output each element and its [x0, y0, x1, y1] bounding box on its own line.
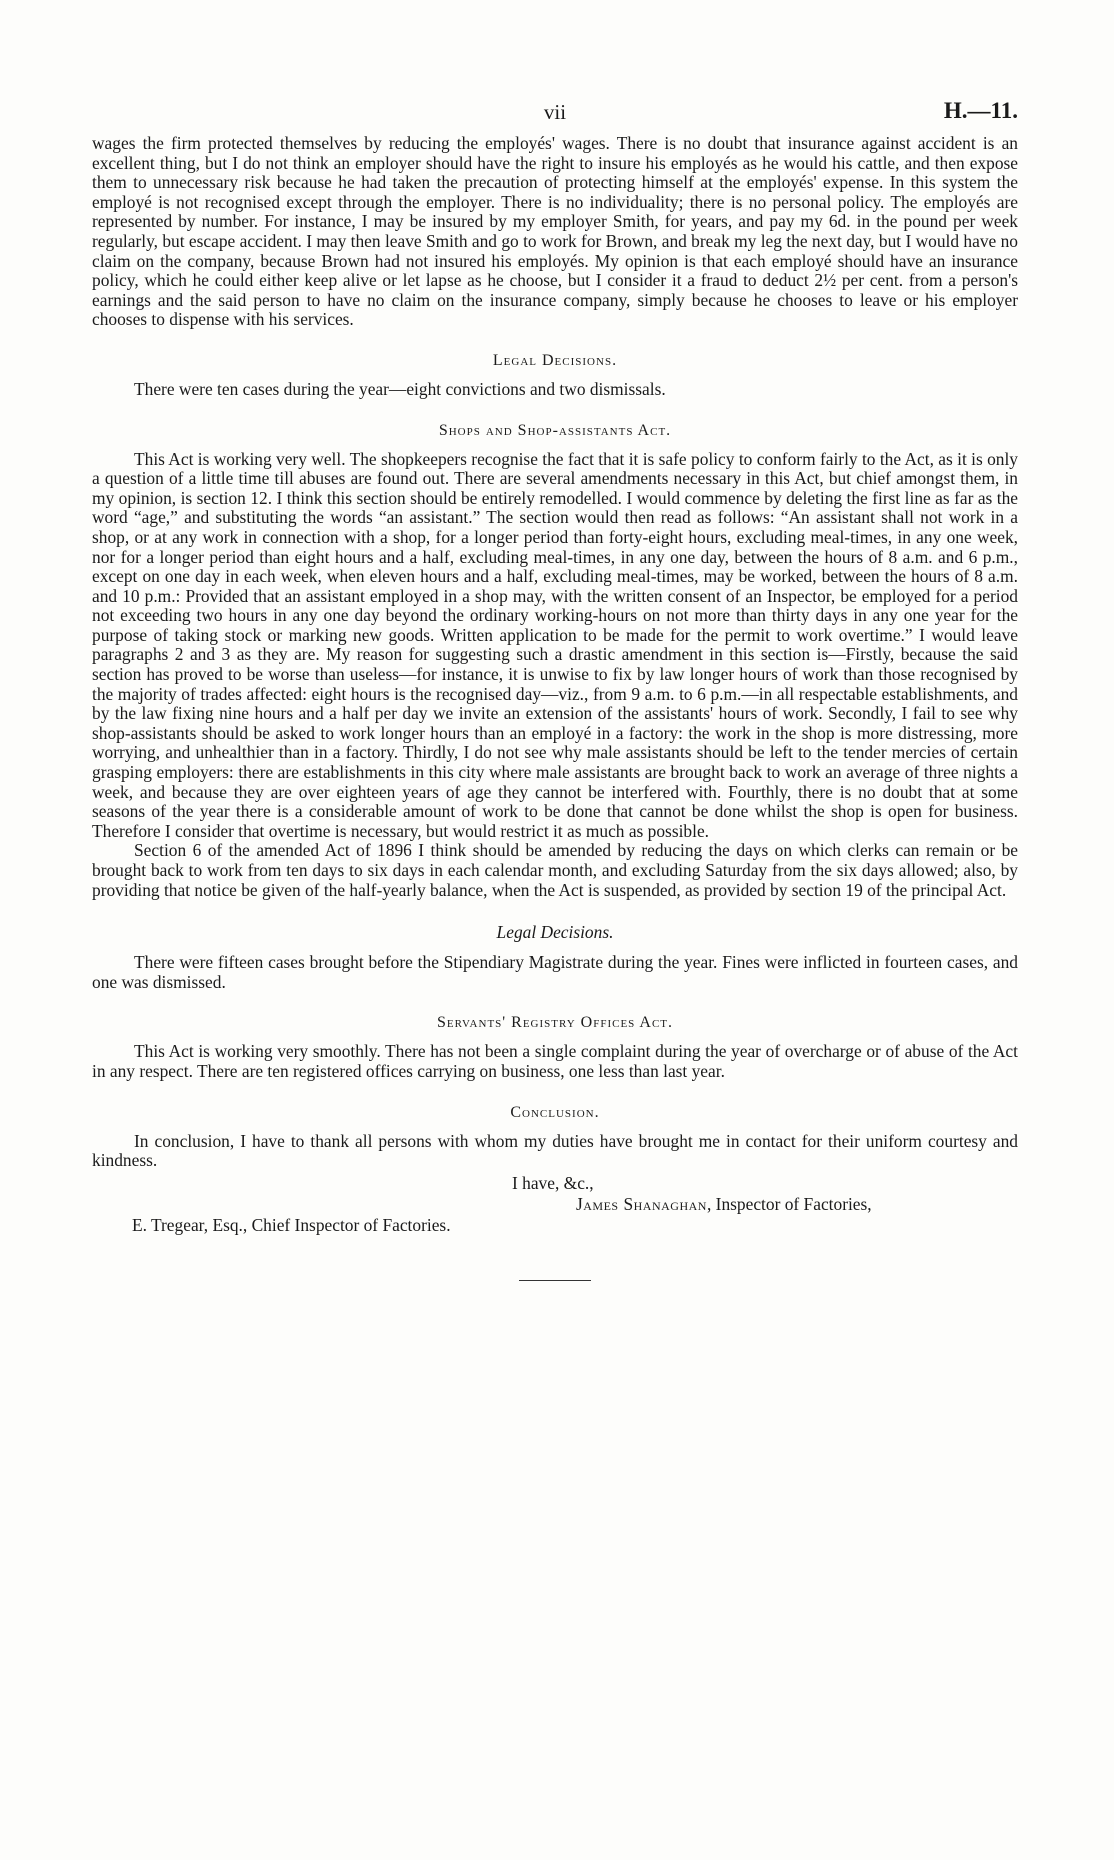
- signatory-name: James Shanaghan: [576, 1193, 707, 1214]
- heading-shops-act: Shops and Shop-assistants Act.: [438, 421, 672, 439]
- document-page: [92, 100, 1018, 1281]
- intro-paragraph: wages the firm protected themselves by reducing the employés' wages. There is no doubt that insurance against accident is an excellent thing, but I do not think an employer should have the right to insure his employés as he would his cattle, and then expose them to unnecessary risk because he had taken the precaution of protecting himself at the employés' expense. In this system the employé is not recognised except through the employer. There is no individuality; there is no personal policy. The employés are represented by number. For instance, I may be insured by my employer Smith, for years, and pay my 6d. in the pound per week regularly, but escape accident. I may then leave Smith and go to work for Brown, and break my leg the next day, but I would have no claim on the company, because Brown had not insured his employés. My opinion is that each employé should have an insurance policy, which he could either keep alive or let lapse as he choose, but I consider it a fraud to deduct 2½ per cent. from a person's earnings and the said person to have no claim on the insurance company, simply because he chooses to leave or his employer chooses to dispense with his services.: [92, 133, 1018, 330]
- legal-decisions-2-paragraph: There were fifteen cases brought before the Stipendiary Magistrate during the year. Fines were inflicted in fourteen cases, and one was dismissed.: [92, 952, 1018, 992]
- heading-legal-decisions-italic: Legal Decisions.: [496, 922, 614, 943]
- closing-rule: [519, 1280, 591, 1281]
- shops-act-paragraph-2: Section 6 of the amended Act of 1896 I think should be amended by reducing the days on which clerks can remain or be brought back to work from ten days to six days in each calendar month, and excluding Saturday from the six days allowed; also, by providing that notice be given of the half-yearly balance, when the Act is suspended, as provided by section 19 of the principal Act.: [92, 840, 1018, 900]
- signatory-title: , Inspector of Factories,: [706, 1193, 872, 1214]
- signoff-closing: I have, &c.,: [512, 1172, 594, 1193]
- signoff-addressee: E. Tregear, Esq., Chief Inspector of Factories.: [132, 1214, 451, 1235]
- page-number: vii: [543, 100, 567, 124]
- page-header: [92, 100, 1018, 134]
- heading-registry-act: Servants' Registry Offices Act.: [436, 1014, 674, 1032]
- legal-decisions-paragraph: There were ten cases during the year—eight convictions and two dismissals.: [134, 378, 666, 399]
- heading-conclusion: Conclusion.: [510, 1103, 600, 1121]
- document-reference: H.—11.: [943, 98, 1018, 123]
- shops-act-paragraph-1: This Act is working very well. The shopkeepers recognise the fact that it is safe policy to conform fairly to the Act, as it is only a question of a little time till abuses are found out. There are several amendments necessary in this Act, but chief amongst them, in my opinion, is section 12. I think this section should be entirely remodelled. I would commence by deleting the first line as far as the word “age,” and substituting the words “an assistant.” The section would then read as follows: “An assistant shall not work in a shop, or at any work in connection with a shop, for a longer period than forty-eight hours, excluding meal-times, in any one week, nor for a longer period than eight hours and a half, excluding meal-times, in any one day, between the hours of 8 a.m. and 6 p.m., except on one day in each week, when eleven hours and a half, excluding meal-times, may be worked, between the hours of 8 a.m. and 10 p.m.: Provided that an assistant employed in a shop may, with the written consent of an Inspector, be employed for a period not exceeding two hours in any one day beyond the ordinary working-hours on not more than thirty days in any one year for the purpose of taking stock or marking new goods. Written application to be made for the permit to work overtime.” I would leave paragraphs 2 and 3 as they are. My reason for suggesting such a drastic amendment in this section is—Firstly, because the said section has proved to be worse than useless—for instance, it is unwise to fix by law longer hours of work than those recognised by the majority of trades affected: eight hours is the recognised day—viz., from 9 a.m. to 6 p.m.—in all respectable establishments, and by the law fixing nine hours and a half per day we invite an extension of the assistants' hours of work. Secondly, I fail to see why shop-assistants should be asked to work longer hours than an employé in a factory: the work in the shop is more distressing, more worrying, and unhealthier than in a factory. Thirdly, I do not see why male assistants should be left to the tender mercies of certain grasping employers: there are establishments in this city where male assistants are brought back to work an average of three nights a week, and because they are over eighteen years of age they cannot be interfered with. Fourthly, there is no doubt that at some seasons of the year there is a considerable amount of work to be done that cannot be done whilst the shop is open for business. Therefore I consider that overtime is necessary, but would restrict it as much as possible.: [92, 448, 1018, 841]
- signoff-signature-line: [92, 1194, 1018, 1215]
- registry-act-paragraph: This Act is working very smoothly. There has not been a single complaint during the year of overcharge or of abuse of the Act in any respect. There are ten registered offices carrying on business, one less than last year.: [92, 1041, 1018, 1081]
- heading-legal-decisions: Legal Decisions.: [492, 351, 618, 369]
- signoff-block: [92, 1173, 1018, 1236]
- conclusion-paragraph: In conclusion, I have to thank all persons with whom my duties have brought me in contact for their uniform courtesy and kindness.: [92, 1130, 1018, 1171]
